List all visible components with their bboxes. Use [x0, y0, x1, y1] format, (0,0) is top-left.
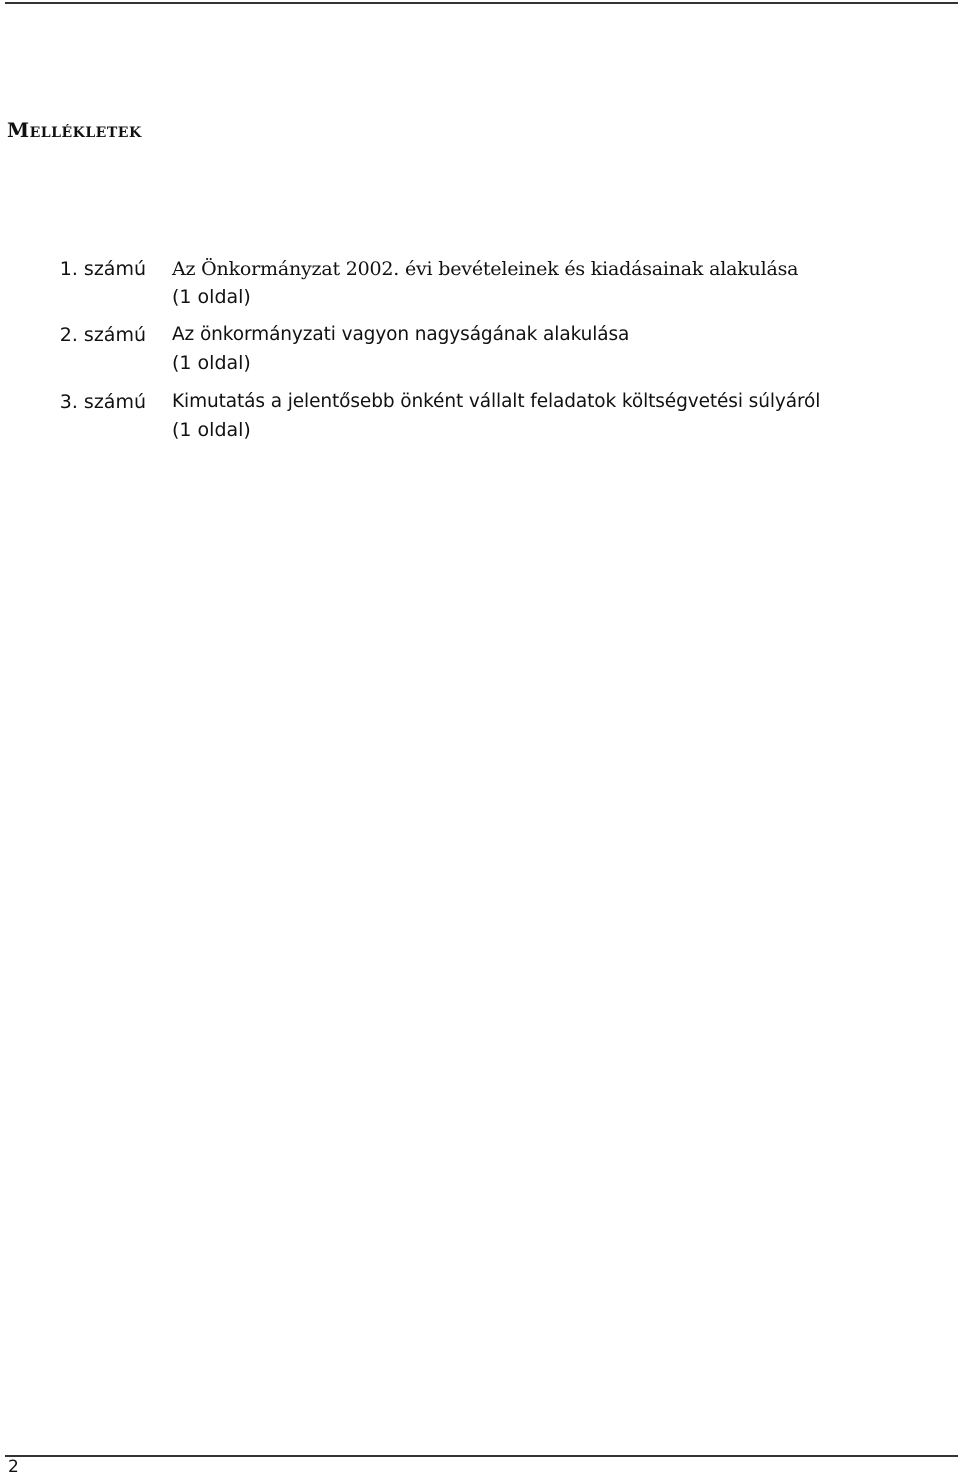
annex-entry-2 [0, 322, 960, 382]
annex-title: Az Önkormányzat 2002. évi bevételeinek és kiadásainak alakulása [172, 258, 799, 280]
page-number: 2 [8, 1457, 19, 1477]
annex-entry-1 [0, 256, 960, 316]
annex-page-count: (1 oldal) [172, 419, 251, 441]
annex-number: 1. számú [59, 258, 146, 280]
annex-title: Kimutatás a jelentősebb önként vállalt feladatok költségvetési súlyáról [172, 391, 821, 412]
top-rule [5, 2, 958, 4]
annex-entry-3 [0, 389, 960, 449]
annex-page-count: (1 oldal) [172, 352, 251, 374]
annex-title: Az önkormányzati vagyon nagyságának alakulása [172, 324, 630, 345]
annex-number: 2. számú [59, 324, 146, 346]
annex-page-count: (1 oldal) [172, 286, 251, 308]
annex-number: 3. számú [59, 391, 146, 413]
bottom-rule [5, 1455, 958, 1457]
section-title: Mellékletek [7, 118, 142, 142]
